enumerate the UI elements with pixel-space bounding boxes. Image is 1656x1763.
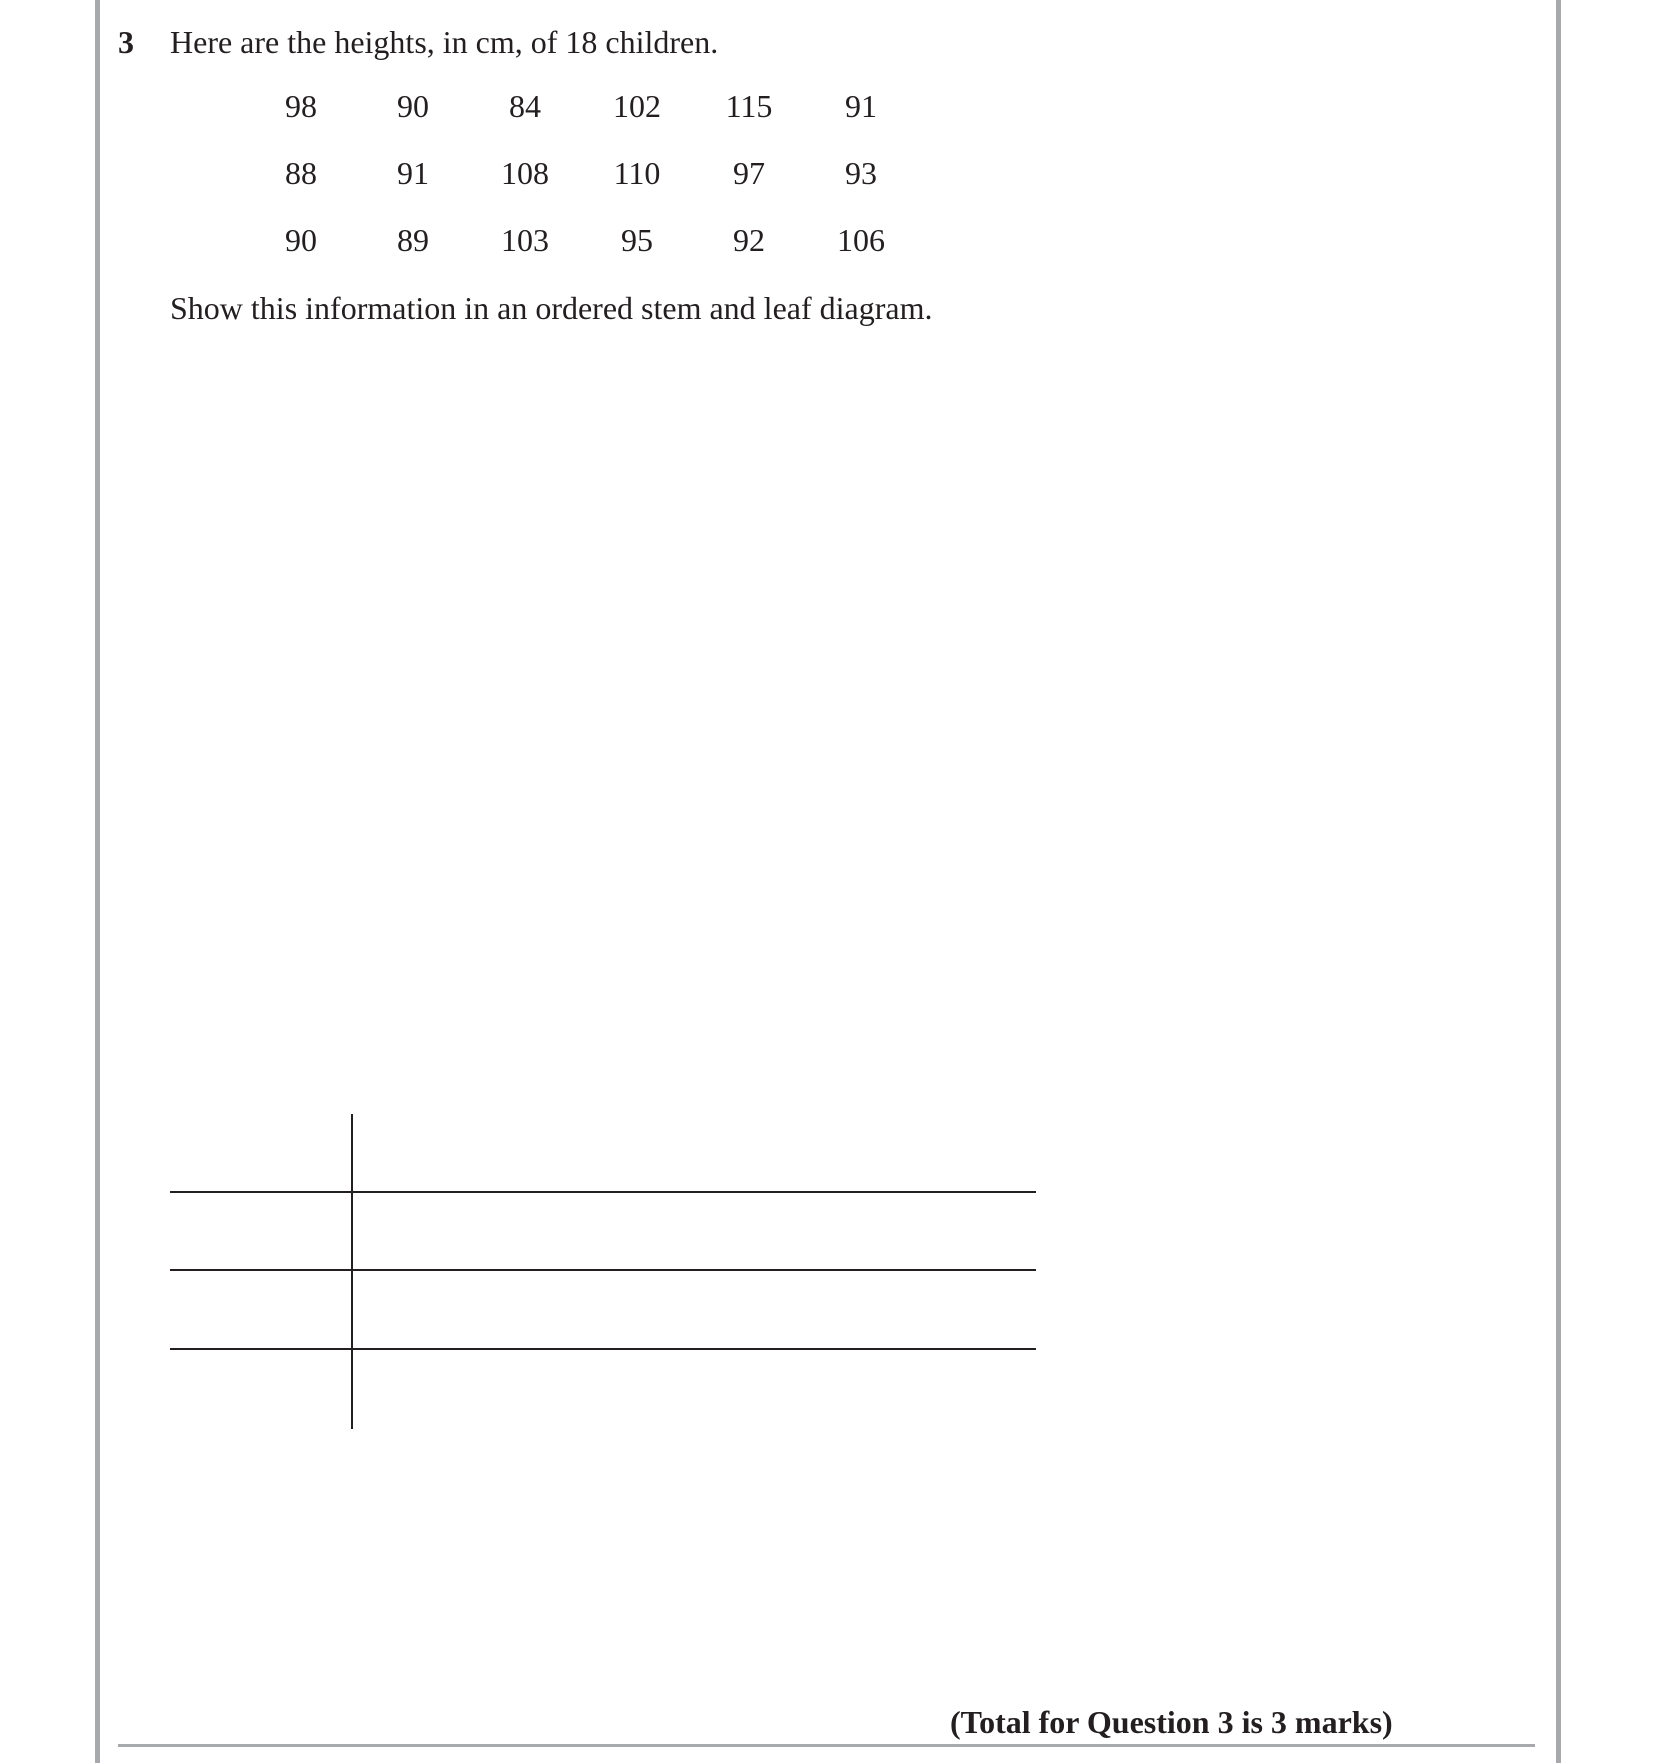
question-total-marks: (Total for Question 3 is 3 marks) [950, 1704, 1393, 1740]
height-value: 88 [285, 155, 317, 191]
heights-data-table [245, 86, 917, 287]
stem-leaf-row-line [170, 1191, 1036, 1193]
question-number: 3 [118, 24, 134, 60]
page-border-right [1556, 0, 1561, 1763]
stem-leaf-row-line [170, 1269, 1036, 1271]
height-value: 90 [397, 88, 429, 124]
heights-row [245, 86, 917, 153]
height-value: 103 [501, 222, 549, 258]
height-value: 89 [397, 222, 429, 258]
height-value: 95 [621, 222, 653, 258]
height-value: 92 [733, 222, 765, 258]
height-value: 93 [845, 155, 877, 191]
heights-row [245, 220, 917, 287]
height-value: 91 [397, 155, 429, 191]
question-bottom-rule [118, 1744, 1535, 1747]
height-value: 106 [837, 222, 885, 258]
height-value: 115 [725, 88, 773, 124]
stem-leaf-row-line [170, 1348, 1036, 1350]
heights-row [245, 153, 917, 220]
height-value: 84 [509, 88, 541, 124]
height-value: 97 [733, 155, 765, 191]
stem-leaf-answer-grid [170, 1114, 1036, 1429]
question-intro: Here are the heights, in cm, of 18 children. [170, 24, 719, 60]
stem-leaf-divider-vertical [351, 1114, 353, 1429]
height-value: 108 [501, 155, 549, 191]
height-value: 110 [613, 155, 661, 191]
height-value: 102 [613, 88, 661, 124]
height-value: 91 [845, 88, 877, 124]
height-value: 90 [285, 222, 317, 258]
question-instruction: Show this information in an ordered stem and leaf diagram. [170, 290, 933, 326]
height-value: 98 [285, 88, 317, 124]
page-border-left [95, 0, 100, 1763]
